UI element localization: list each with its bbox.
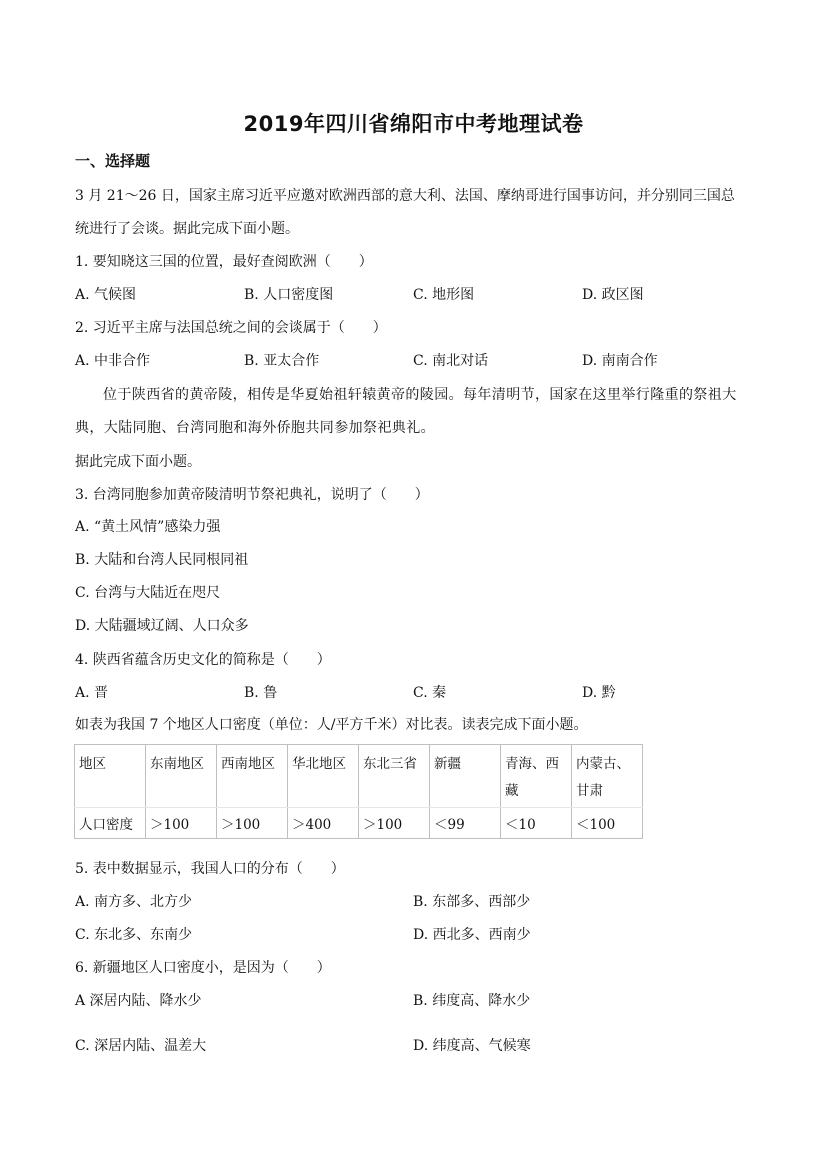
question-1-option-a[interactable]: A. 气候图 [75,287,137,303]
table-cell: ＞100 [146,808,217,839]
question-6-option-c[interactable]: C. 深居内陆、温差大 [75,1038,207,1054]
question-4-option-d[interactable]: D. 黔 [582,685,616,701]
question-4-option-b[interactable]: B. 鲁 [244,685,278,701]
question-1-option-c[interactable]: C. 地形图 [413,287,475,303]
population-density-table [74,744,643,839]
section-heading: 一、选择题 [75,152,151,170]
question-4-option-a[interactable]: A. 晋 [75,685,109,701]
question-6-stem: 6. 新疆地区人口密度小，是因为（ ） [75,960,331,976]
table-header-cell: 东北三省 [359,745,430,808]
question-2-option-d[interactable]: D. 南南合作 [582,353,658,369]
question-5-option-b[interactable]: B. 东部多、西部少 [413,894,531,910]
intro1-line1: 3 月 21～26 日，国家主席习近平应邀对欧洲西部的意大利、法国、摩纳哥进行国事访问，并分别同三国总 [75,188,735,204]
table-cell: ＜100 [572,808,643,839]
question-6-option-b[interactable]: B. 纬度高、降水少 [413,993,531,1009]
question-5-stem: 5. 表中数据显示，我国人口的分布（ ） [75,861,345,877]
table-cell: ＜10 [501,808,572,839]
table-cell: ＞100 [359,808,430,839]
table-cell: ＞100 [217,808,288,839]
question-2-stem: 2. 习近平主席与法国总统之间的会谈属于（ ） [75,320,387,336]
question-1-option-d[interactable]: D. 政区图 [582,287,644,303]
question-3-option-c[interactable]: C. 台湾与大陆近在咫尺 [75,585,221,601]
page-title: 2019年四川省绵阳市中考地理试卷 [243,112,584,136]
question-2-option-a[interactable]: A. 中非合作 [75,353,151,369]
intro2-line3: 据此完成下面小题。 [75,454,201,470]
intro2-line1: 位于陕西省的黄帝陵，相传是华夏始祖轩辕黄帝的陵园。每年清明节，国家在这里举行隆重的祭祖大 [103,387,737,403]
table-header-cell: 青海、西藏 [501,745,572,808]
table-row [75,808,643,839]
question-4-stem: 4. 陕西省蕴含历史文化的简称是（ ） [75,652,331,668]
question-1-stem: 1. 要知晓这三国的位置，最好查阅欧洲（ ） [75,254,373,270]
table-header-cell: 东南地区 [146,745,217,808]
table-header-row [75,745,643,808]
question-5-option-c[interactable]: C. 东北多、东南少 [75,927,193,943]
question-3-option-a[interactable]: A. “黄土风情”感染力强 [75,519,221,535]
question-1-option-b[interactable]: B. 人口密度图 [244,287,334,303]
intro1-line2: 统进行了会谈。据此完成下面小题。 [75,221,299,237]
table-header-cell: 地区 [75,745,146,808]
question-5-option-a[interactable]: A. 南方多、北方少 [75,894,193,910]
question-3-option-d[interactable]: D. 大陆疆域辽阔、人口众多 [75,618,249,634]
table-cell: ＜99 [430,808,501,839]
question-5-option-d[interactable]: D. 西北多、西南少 [413,927,531,943]
intro3-line: 如表为我国 7 个地区人口密度（单位：人/平方千米）对比表。读表完成下面小题。 [75,717,588,733]
table-row-label: 人口密度 [75,808,146,839]
table-cell: ＞400 [288,808,359,839]
question-2-option-b[interactable]: B. 亚太合作 [244,353,320,369]
question-3-stem: 3. 台湾同胞参加黄帝陵清明节祭祀典礼，说明了（ ） [75,487,429,503]
question-4-option-c[interactable]: C. 秦 [413,685,447,701]
question-3-option-b[interactable]: B. 大陆和台湾人民同根同祖 [75,552,249,568]
table-header-cell: 新疆 [430,745,501,808]
table-header-cell: 华北地区 [288,745,359,808]
table-header-cell: 西南地区 [217,745,288,808]
question-6-option-d[interactable]: D. 纬度高、气候寒 [413,1038,531,1054]
question-6-option-a[interactable]: A 深居内陆、降水少 [75,993,202,1009]
intro2-line2: 典，大陆同胞、台湾同胞和海外侨胞共同参加祭祀典礼。 [75,420,435,436]
table-header-cell: 内蒙古、甘肃 [572,745,643,808]
question-2-option-c[interactable]: C. 南北对话 [413,353,489,369]
